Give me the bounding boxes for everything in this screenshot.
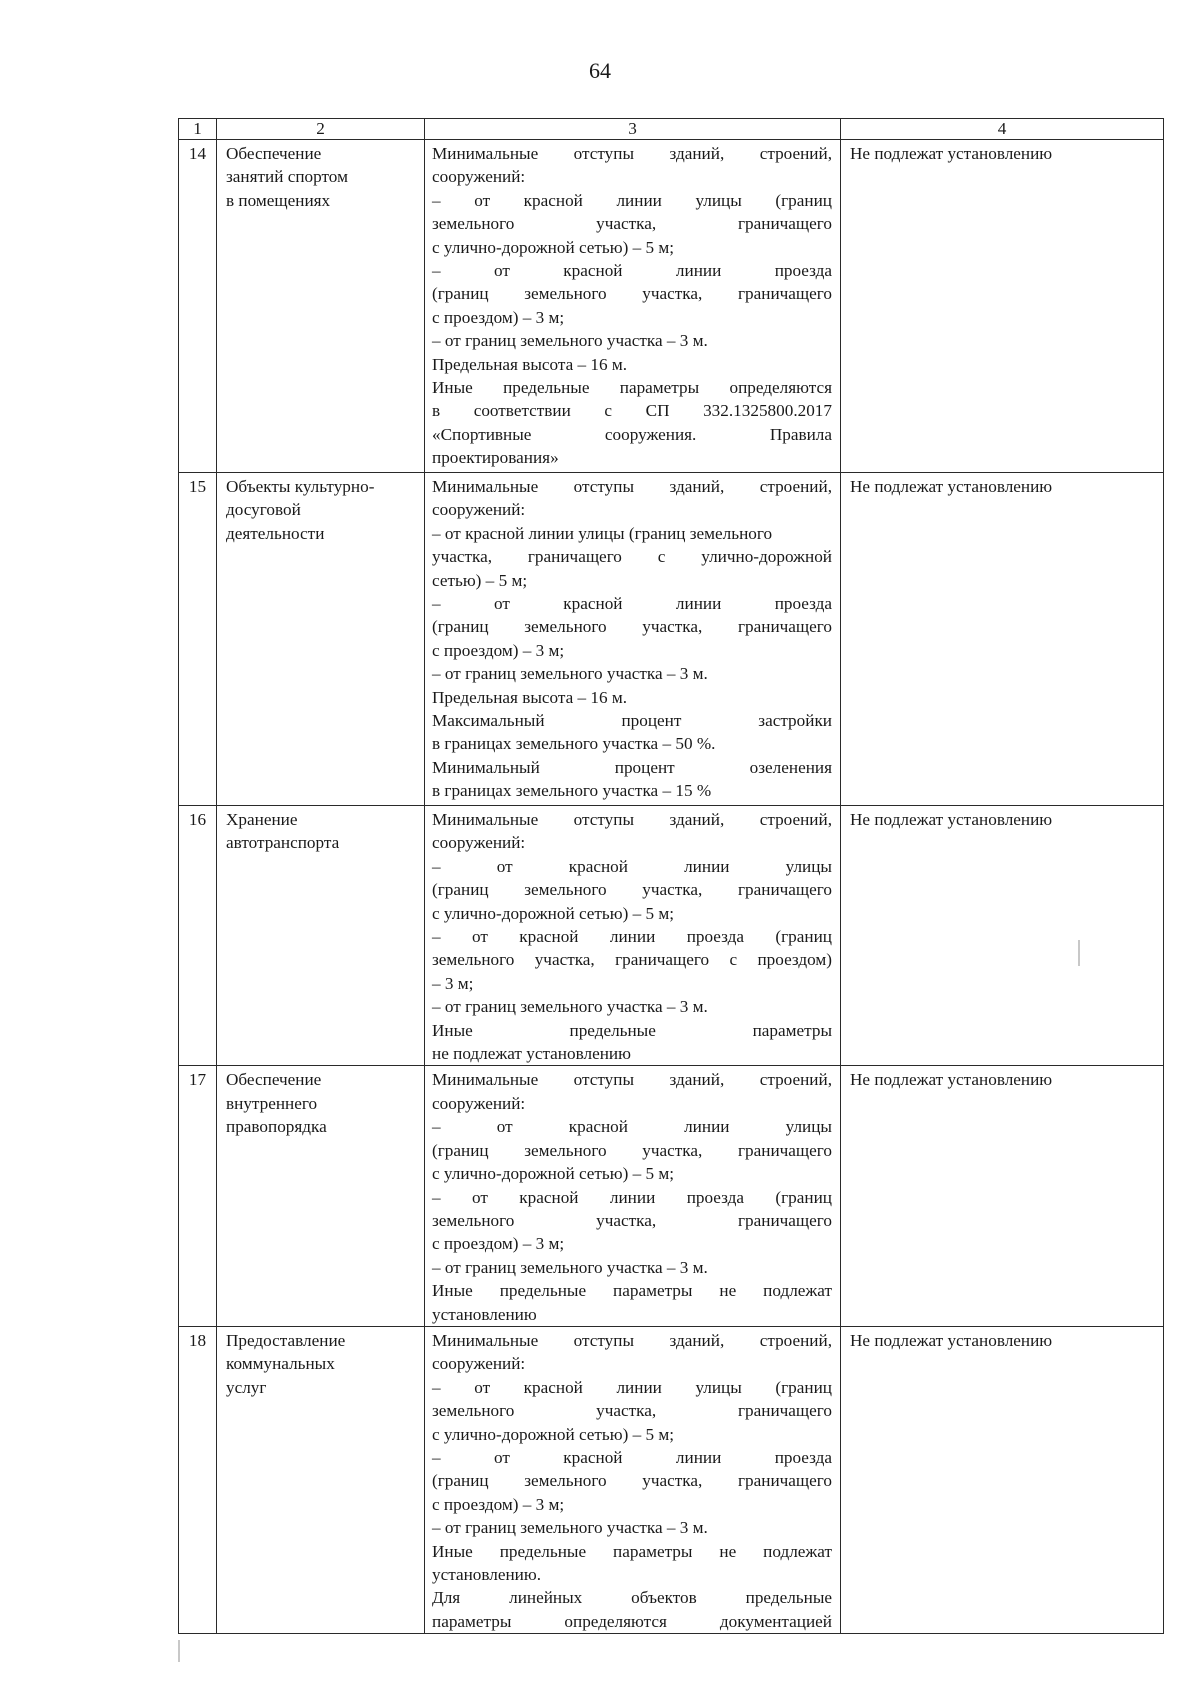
row-number: 14 xyxy=(179,140,217,473)
parameter-line: – от красной линии проезда (границ xyxy=(432,1187,832,1207)
table-header-row xyxy=(179,119,1164,140)
parameter-line: – от границ земельного участка – 3 м. xyxy=(432,1518,708,1538)
header-cell-4: 4 xyxy=(841,119,1164,140)
table-row xyxy=(179,1066,1164,1326)
parameter-line: Минимальные отступы зданий, строений, xyxy=(432,1330,832,1350)
parameter-line: Минимальные отступы зданий, строений, xyxy=(432,810,832,829)
parameter-line: Иные предельные параметры определяются xyxy=(432,378,832,398)
parameters-cell xyxy=(425,1066,841,1326)
parameter-line: (границ земельного участка, граничащего xyxy=(432,617,832,637)
row-number: 18 xyxy=(179,1326,217,1633)
parameter-line: – от красной линии улицы (границ земельного xyxy=(432,523,773,543)
use-type-name-line: Обеспечение xyxy=(226,1070,322,1090)
parameter-line: – от красной линии улицы (границ xyxy=(432,1377,832,1397)
parameter-line: Предельная высота – 16 м. xyxy=(432,354,628,374)
parameter-line: (границ земельного участка, граничащего xyxy=(432,1471,832,1491)
table-body xyxy=(179,119,1164,1634)
use-type-name xyxy=(217,140,425,473)
parameter-line: земельного участка, граничащего xyxy=(432,1210,832,1230)
use-type-name-line: деятельности xyxy=(226,523,325,543)
parameter-line: сооружений: xyxy=(432,500,526,520)
parameter-line: сооружений: xyxy=(432,167,526,187)
parameter-line: земельного участка, граничащего с проездом) xyxy=(432,950,832,970)
row-number: 16 xyxy=(179,806,217,1066)
parameter-line: Минимальные отступы зданий, строений, xyxy=(432,477,832,496)
limits-cell: Не подлежат установлению xyxy=(841,806,1164,1066)
parameter-line: (границ земельного участка, граничащего xyxy=(432,284,832,304)
parameter-line: Максимальный процент застройки xyxy=(432,711,832,731)
limits-cell: Не подлежат установлению xyxy=(841,1326,1164,1633)
regulations-table xyxy=(178,118,1164,1634)
parameter-line: (границ земельного участка, граничащего xyxy=(432,1140,832,1160)
parameter-line: Минимальный процент озеленения xyxy=(432,757,832,777)
parameter-line: с проездом) – 3 м; xyxy=(432,640,565,660)
parameter-line: сетью) – 5 м; xyxy=(432,570,528,590)
parameter-line: – от границ земельного участка – 3 м. xyxy=(432,664,708,684)
scan-artifact xyxy=(1078,940,1080,966)
use-type-name xyxy=(217,1066,425,1326)
parameter-line: установлению xyxy=(432,1304,537,1324)
use-type-name xyxy=(217,473,425,806)
parameter-line: не подлежат установлению xyxy=(432,1044,631,1064)
parameter-line: участка, граничащего с улично-дорожной xyxy=(432,547,832,567)
parameter-line: с улично-дорожной сетью) – 5 м; xyxy=(432,237,675,257)
parameters-cell xyxy=(425,473,841,806)
parameter-line: – от красной линии улицы (границ xyxy=(432,190,832,210)
row-number: 15 xyxy=(179,473,217,806)
parameter-line: с проездом) – 3 м; xyxy=(432,1494,565,1514)
parameter-line: с улично-дорожной сетью) – 5 м; xyxy=(432,903,675,923)
parameter-line: – от красной линии улицы xyxy=(432,856,832,876)
parameter-line: «Спортивные сооружения. Правила xyxy=(432,424,832,444)
header-cell-3: 3 xyxy=(425,119,841,140)
use-type-name-line: коммунальных xyxy=(226,1354,335,1374)
page-number: 64 xyxy=(589,58,611,83)
parameter-line: Минимальные отступы зданий, строений, xyxy=(432,144,832,163)
parameter-line: – от границ земельного участка – 3 м. xyxy=(432,331,708,351)
limits-cell: Не подлежат установлению xyxy=(841,140,1164,473)
limits-cell: Не подлежат установлению xyxy=(841,1066,1164,1326)
use-type-name-line: Хранение xyxy=(226,810,298,829)
parameter-line: с улично-дорожной сетью) – 5 м; xyxy=(432,1424,675,1444)
use-type-name-line: Предоставление xyxy=(226,1330,346,1350)
parameters-cell xyxy=(425,806,841,1066)
parameter-line: – от границ земельного участка – 3 м. xyxy=(432,997,708,1017)
use-type-name-line: услуг xyxy=(226,1377,267,1397)
use-type-name-line: правопорядка xyxy=(226,1117,327,1137)
parameter-line: – от красной линии проезда xyxy=(432,261,832,281)
parameter-line: в границах земельного участка – 15 % xyxy=(432,781,712,801)
table-row xyxy=(179,140,1164,473)
parameter-line: – 3 м; xyxy=(432,973,474,993)
parameter-line: в соответствии с СП 332.1325800.2017 xyxy=(432,401,832,421)
use-type-name-line: досуговой xyxy=(226,500,301,520)
parameter-line: в границах земельного участка – 50 %. xyxy=(432,734,716,754)
parameter-line: – от границ земельного участка – 3 м. xyxy=(432,1257,708,1277)
use-type-name xyxy=(217,1326,425,1633)
parameter-line: Минимальные отступы зданий, строений, xyxy=(432,1070,832,1090)
parameter-line: сооружений: xyxy=(432,1093,526,1113)
use-type-name-line: Обеспечение xyxy=(226,144,322,163)
row-number: 17 xyxy=(179,1066,217,1326)
table-row xyxy=(179,1326,1164,1633)
use-type-name-line: в помещениях xyxy=(226,190,331,210)
use-type-name-line: автотранспорта xyxy=(226,833,340,853)
parameter-line: земельного участка, граничащего xyxy=(432,1401,832,1421)
table-row xyxy=(179,806,1164,1066)
parameter-line: с проездом) – 3 м; xyxy=(432,307,565,327)
parameters-cell xyxy=(425,1326,841,1633)
parameter-line: установлению. xyxy=(432,1565,541,1584)
parameter-line: Иные предельные параметры не подлежат xyxy=(432,1281,832,1301)
use-type-name-line: Объекты культурно- xyxy=(226,477,375,496)
parameter-line: проектирования» xyxy=(432,448,559,468)
parameter-line: Для линейных объектов предельные xyxy=(432,1588,832,1608)
parameter-line: Предельная высота – 16 м. xyxy=(432,687,628,707)
table-row xyxy=(179,473,1164,806)
parameter-line: Иные предельные параметры не подлежат xyxy=(432,1541,832,1561)
use-type-name-line: внутреннего xyxy=(226,1093,318,1113)
parameter-line: – от красной линии проезда xyxy=(432,594,832,614)
header-cell-1: 1 xyxy=(179,119,217,140)
use-type-name-line: занятий спортом xyxy=(226,167,348,187)
parameter-line: – от красной линии улицы xyxy=(432,1117,832,1137)
parameter-line: сооружений: xyxy=(432,1354,526,1374)
scan-artifact xyxy=(178,1640,180,1662)
parameter-line: (границ земельного участка, граничащего xyxy=(432,880,832,900)
parameter-line: Иные предельные параметры xyxy=(432,1020,832,1040)
parameter-line: – от красной линии проезда xyxy=(432,1447,832,1467)
parameter-line: с проездом) – 3 м; xyxy=(432,1234,565,1254)
header-cell-2: 2 xyxy=(217,119,425,140)
parameter-line: сооружений: xyxy=(432,833,526,853)
parameter-line: с улично-дорожной сетью) – 5 м; xyxy=(432,1164,675,1184)
parameter-line: земельного участка, граничащего xyxy=(432,214,832,234)
parameter-line: параметры определяются документацией xyxy=(432,1611,832,1631)
parameters-cell xyxy=(425,140,841,473)
use-type-name xyxy=(217,806,425,1066)
limits-cell: Не подлежат установлению xyxy=(841,473,1164,806)
parameter-line: – от красной линии проезда (границ xyxy=(432,927,832,947)
